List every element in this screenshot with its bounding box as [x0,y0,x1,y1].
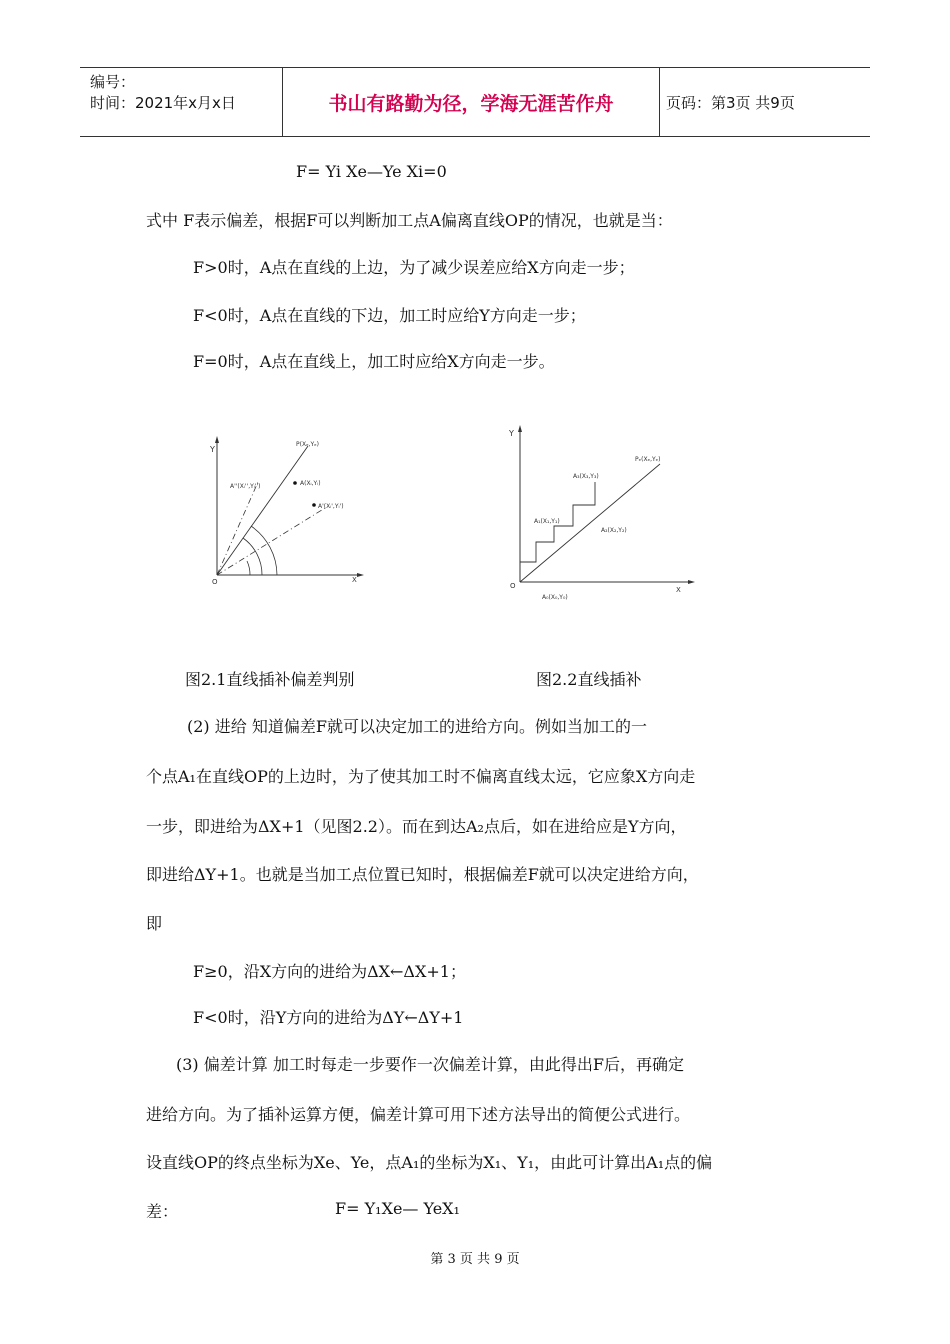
formula-deviation: F= Yi Xe—Ye Xi=0 [296,162,447,181]
figure-2-2-linear-interpolation [500,422,700,607]
line-oa2 [217,482,258,575]
point-a [293,481,297,485]
angle-arc-mid [243,538,262,575]
x-arrow-icon [357,573,364,577]
fig2-origin-label: O [510,582,516,590]
fig1-y-label: Y [210,445,215,454]
fig1-a-label: A(Xᵢ,Yᵢ) [300,480,321,487]
figure-2-1-caption: 图2.1直线插补偏差判别 [185,670,355,689]
rule-x: F≥0，沿X方向的进给为ΔX←ΔX+1； [193,962,466,981]
page-indicator: 页码：第3页 共9页 [666,93,795,112]
paragraph: 设直线OP的终点坐标为Xe、Ye，点A₁的坐标为X₁、Y₁，由此可计算出A₁点的偏 [146,1153,713,1172]
interpolation-path [520,482,595,582]
header-meta [80,68,283,136]
paragraph: 一步，即进给为ΔX+1（见图2.2）。而在到达A₂点后，如在进给应是Y方向， [146,817,687,836]
paragraph: 式中 F表示偏差，根据F可以判断加工点A偏离直线OP的情况，也就是当： [146,211,673,230]
fig2-pe-label: Pₑ(Xₑ,Yₑ) [635,456,661,463]
paragraph: 差： [146,1202,179,1221]
paragraph: 进给方向。为了插补运算方便，偏差计算可用下述方法导出的简便公式进行。 [146,1105,691,1124]
paragraph: 个点A₁在直线OP的上边时，为了使其加工时不偏离直线太远，它应象X方向走 [146,767,696,786]
angle-arc-inner [247,561,250,575]
fig1-a2-label: A''(Xᵢ'',Yᵢ'') [230,483,261,490]
y-arrow-icon [215,436,219,443]
number-label: 编号： [90,73,136,91]
paragraph: 即进给ΔY+1。也就是当加工点位置已知时，根据偏差F就可以决定进给方向， [146,865,699,884]
point-a1 [312,503,316,507]
condition-negative: F<0时，A点在直线的下边，加工时应给Y方向走一步； [193,306,586,325]
fig2-a3-label: A₃(X₃,Y₃) [573,473,599,480]
time-label: 时间：2021年x月x日 [90,94,236,112]
paragraph: 即 [146,914,163,933]
page-header [80,67,870,137]
fig2-x-label: X [676,586,681,594]
formula-a1-deviation: F= Y₁Xe— YeX₁ [335,1199,460,1218]
condition-positive: F>0时，A点在直线的上边，为了减少误差应给X方向走一步； [193,258,635,277]
fig2-a0-label: A₀(X₀,Y₀) [542,594,568,601]
paragraph: (2) 进给 知道偏差F就可以决定加工的进给方向。例如当加工的一 [187,717,647,736]
y-arrow-icon [518,425,522,432]
fig1-a1-label: A'(Xᵢ',Yᵢ') [318,503,344,510]
fig1-origin-label: O [212,578,218,586]
condition-zero: F=0时，A点在直线上，加工时应给X方向走一步。 [193,352,555,371]
x-arrow-icon [688,580,695,584]
line-oa1 [217,508,325,575]
fig1-x-label: X [352,576,357,584]
line-op [217,446,308,575]
figure-2-2-caption: 图2.2直线插补 [536,670,642,689]
page-footer: 第 3 页 共 9 页 [430,1252,520,1267]
fig2-y-label: Y [509,429,514,438]
rule-y: F<0时，沿Y方向的进给为ΔY←ΔY+1 [193,1008,464,1027]
fig1-p-label: P(Xₑ,Yₑ) [296,441,319,448]
paragraph: (3) 偏差计算 加工时每走一步要作一次偏差计算，由此得出F后，再确定 [176,1055,684,1074]
fig2-a1-label: A₁(X₁,Y₁) [534,518,560,525]
fig2-a2-label: A₂(X₂,Y₂) [601,527,627,534]
figure-2-1-deviation-diagram [200,430,370,590]
motto: 书山有路勤为径，学海无涯苦作舟 [283,68,660,136]
